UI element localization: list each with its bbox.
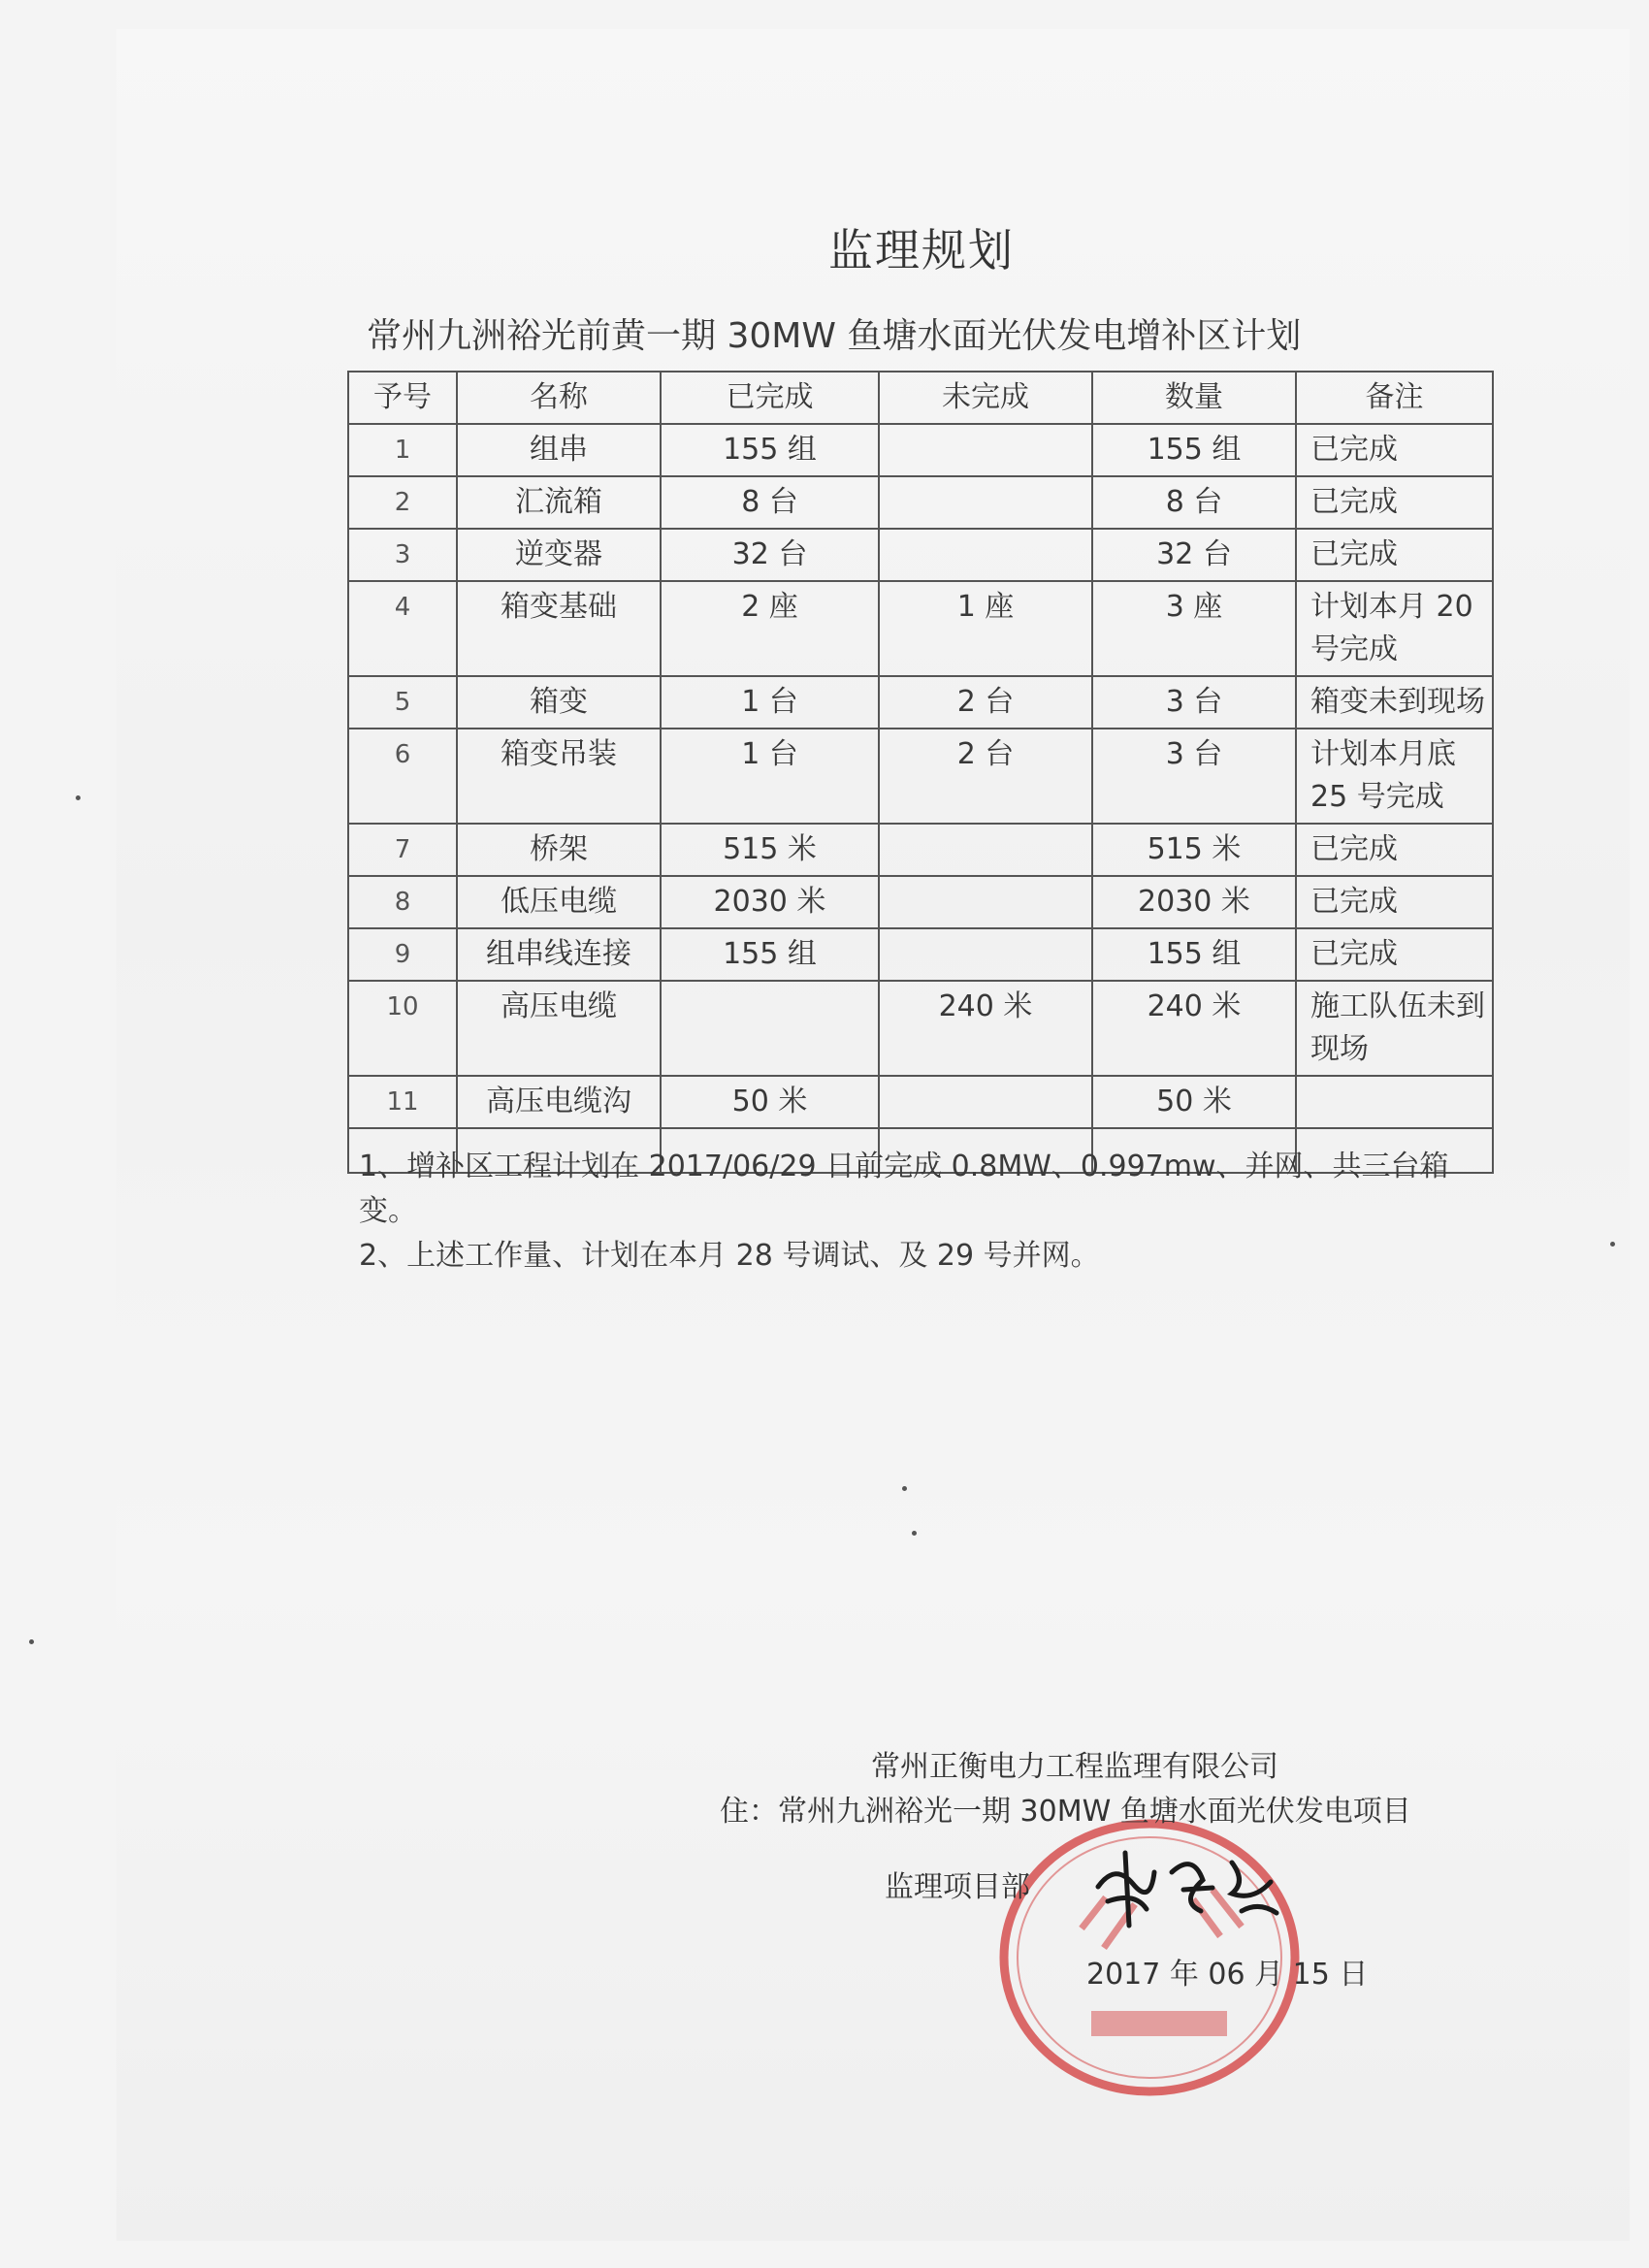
undone-value: 1 座 [879,581,1092,676]
quantity-value: 155 组 [1092,424,1296,476]
item-name: 逆变器 [457,529,661,581]
row-number: 5 [348,676,457,729]
project-name: 住：常州九洲裕光一期 30MW 鱼塘水面光伏发电项目 [720,1795,1411,1829]
quantity-value: 3 座 [1092,581,1296,676]
done-value: 155 组 [661,424,879,476]
quantity-value: 8 台 [1092,476,1296,529]
done-value: 155 组 [661,928,879,981]
row-number: 1 [348,424,457,476]
document-date: 2017 年 06 月 15 日 [1086,1958,1369,1992]
table-row [348,824,1493,876]
done-value: 2030 米 [661,876,879,928]
header-name: 名称 [457,372,661,424]
plan-table [347,371,1494,1174]
item-name: 箱变 [457,676,661,729]
table-row [348,876,1493,928]
document-subtitle: 常州九洲裕光前黄一期 30MW 鱼塘水面光伏发电增补区计划 [367,316,1302,356]
remark: 计划本月 20 号完成 [1296,581,1493,676]
done-value: 2 座 [661,581,879,676]
department-label: 监理项目部 [885,1870,1030,1904]
undone-value [879,824,1092,876]
table-row [348,1076,1493,1128]
done-value: 1 台 [661,729,879,824]
scan-speck [76,795,81,800]
remark: 计划本月底 25 号完成 [1296,729,1493,824]
row-number: 9 [348,928,457,981]
undone-value [879,876,1092,928]
quantity-value: 50 米 [1092,1076,1296,1128]
undone-value: 2 台 [879,729,1092,824]
done-value: 50 米 [661,1076,879,1128]
table-row [348,424,1493,476]
item-name: 箱变吊装 [457,729,661,824]
quantity-value: 240 米 [1092,981,1296,1076]
table-row [348,729,1493,824]
row-number: 4 [348,581,457,676]
done-value: 1 台 [661,676,879,729]
note-2: 2、上述工作量、计划在本月 28 号调试、及 29 号并网。 [359,1239,1100,1273]
row-number: 10 [348,981,457,1076]
quantity-value: 515 米 [1092,824,1296,876]
item-name: 高压电缆 [457,981,661,1076]
item-name: 汇流箱 [457,476,661,529]
note-1: 1、增补区工程计划在 2017/06/29 日前完成 0.8MW、0.997mw、并网、共三台箱变。 [359,1150,1449,1228]
quantity-value: 155 组 [1092,928,1296,981]
handwritten-signature [1086,1833,1290,1940]
scan-speck [912,1531,917,1536]
row-number: 7 [348,824,457,876]
quantity-value: 3 台 [1092,729,1296,824]
remark [1296,1076,1493,1128]
table-row [348,581,1493,676]
item-name: 桥架 [457,824,661,876]
done-value: 32 台 [661,529,879,581]
undone-value [879,1076,1092,1128]
row-number: 3 [348,529,457,581]
remark: 已完成 [1296,928,1493,981]
done-value [661,981,879,1076]
notes-section [359,1145,1494,1279]
scan-speck [29,1639,34,1644]
remark: 已完成 [1296,876,1493,928]
remark: 箱变未到现场 [1296,676,1493,729]
undone-value [879,928,1092,981]
undone-value [879,424,1092,476]
quantity-value: 3 台 [1092,676,1296,729]
item-name: 箱变基础 [457,581,661,676]
row-number: 8 [348,876,457,928]
header-done: 已完成 [661,372,879,424]
undone-value [879,476,1092,529]
table-row [348,676,1493,729]
row-number: 11 [348,1076,457,1128]
quantity-value: 32 台 [1092,529,1296,581]
row-number: 6 [348,729,457,824]
item-name: 组串 [457,424,661,476]
remark: 已完成 [1296,824,1493,876]
scan-speck [902,1486,907,1491]
item-name: 低压电缆 [457,876,661,928]
remark: 施工队伍未到现场 [1296,981,1493,1076]
undone-value [879,529,1092,581]
table-row [348,928,1493,981]
row-number: 2 [348,476,457,529]
undone-value: 2 台 [879,676,1092,729]
company-name: 常州正衡电力工程监理有限公司 [871,1750,1278,1784]
table-header-row [348,372,1493,424]
table-row [348,529,1493,581]
header-qty: 数量 [1092,372,1296,424]
item-name: 组串线连接 [457,928,661,981]
remark: 已完成 [1296,424,1493,476]
table-body [348,424,1493,1173]
remark: 已完成 [1296,476,1493,529]
quantity-value: 2030 米 [1092,876,1296,928]
header-undone: 未完成 [879,372,1092,424]
header-note: 备注 [1296,372,1493,424]
document-title: 监理规划 [828,224,1015,276]
done-value: 515 米 [661,824,879,876]
undone-value: 240 米 [879,981,1092,1076]
table-row [348,476,1493,529]
remark: 已完成 [1296,529,1493,581]
done-value: 8 台 [661,476,879,529]
scan-speck [1610,1242,1615,1247]
header-no: 予号 [348,372,457,424]
item-name: 高压电缆沟 [457,1076,661,1128]
table-row [348,981,1493,1076]
